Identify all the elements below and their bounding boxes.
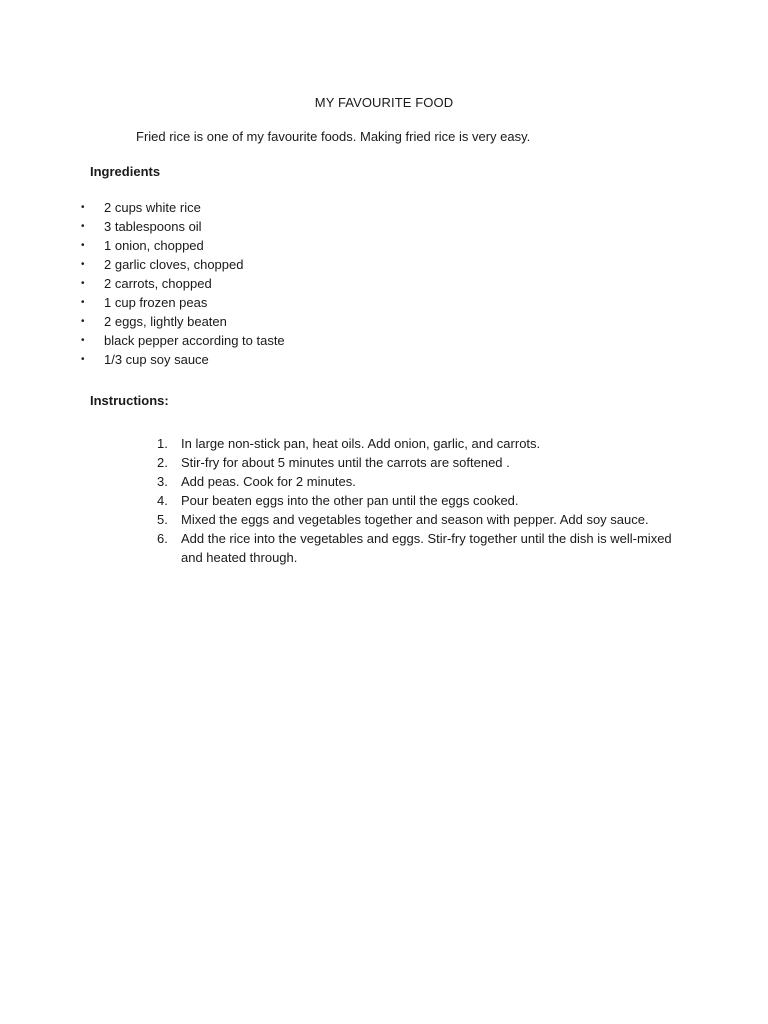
list-item — [150, 529, 690, 567]
step-text: Stir-fry for about 5 minutes until the carrots are softened . — [181, 455, 510, 470]
list-item — [150, 491, 690, 510]
ingredient-text: 2 eggs, lightly beaten — [104, 314, 227, 329]
ingredient-text: 1 cup frozen peas — [104, 295, 208, 310]
ingredient-text: black pepper according to taste — [104, 333, 285, 348]
bullet-icon: • — [81, 297, 85, 308]
step-text: Mixed the eggs and vegetables together and season with pepper. Add soy sauce. — [181, 512, 649, 527]
list-item — [76, 293, 285, 312]
instructions-heading: Instructions: — [90, 393, 169, 408]
bullet-icon: • — [81, 221, 85, 232]
list-item — [76, 331, 285, 350]
list-item — [76, 236, 285, 255]
list-item — [76, 198, 285, 217]
ingredient-text: 3 tablespoons oil — [104, 219, 202, 234]
bullet-icon: • — [81, 354, 85, 365]
document-title: MY FAVOURITE FOOD — [314, 95, 454, 110]
step-number: 6. — [157, 531, 168, 546]
step-number: 1. — [157, 436, 168, 451]
list-item — [150, 434, 690, 453]
bullet-icon: • — [81, 316, 85, 327]
list-item — [76, 255, 285, 274]
list-item — [76, 312, 285, 331]
step-number: 2. — [157, 455, 168, 470]
bullet-icon: • — [81, 202, 85, 213]
ingredient-text: 2 carrots, chopped — [104, 276, 212, 291]
bullet-icon: • — [81, 240, 85, 251]
step-number: 5. — [157, 512, 168, 527]
bullet-icon: • — [81, 259, 85, 270]
step-number: 4. — [157, 493, 168, 508]
step-text: Add peas. Cook for 2 minutes. — [181, 474, 356, 489]
step-text: Pour beaten eggs into the other pan until the eggs cooked. — [181, 493, 519, 508]
ingredients-list — [76, 198, 285, 369]
ingredient-text: 2 cups white rice — [104, 200, 201, 215]
list-item — [76, 350, 285, 369]
instructions-list — [150, 434, 690, 567]
list-item — [150, 510, 690, 529]
step-number: 3. — [157, 474, 168, 489]
ingredients-heading: Ingredients — [90, 164, 161, 179]
ingredient-text: 1/3 cup soy sauce — [104, 352, 209, 367]
step-text: In large non-stick pan, heat oils. Add onion, garlic, and carrots. — [181, 436, 541, 451]
list-item — [76, 274, 285, 293]
intro-paragraph: Fried rice is one of my favourite foods. Making fried rice is very easy. — [136, 129, 531, 144]
list-item — [150, 472, 690, 491]
list-item — [76, 217, 285, 236]
step-text: Add the rice into the vegetables and eggs. Stir-fry together until the dish is well-mixed and heated through. — [181, 531, 672, 565]
ingredient-text: 1 onion, chopped — [104, 238, 204, 253]
bullet-icon: • — [81, 278, 85, 289]
list-item — [150, 453, 690, 472]
bullet-icon: • — [81, 335, 85, 346]
ingredient-text: 2 garlic cloves, chopped — [104, 257, 244, 272]
